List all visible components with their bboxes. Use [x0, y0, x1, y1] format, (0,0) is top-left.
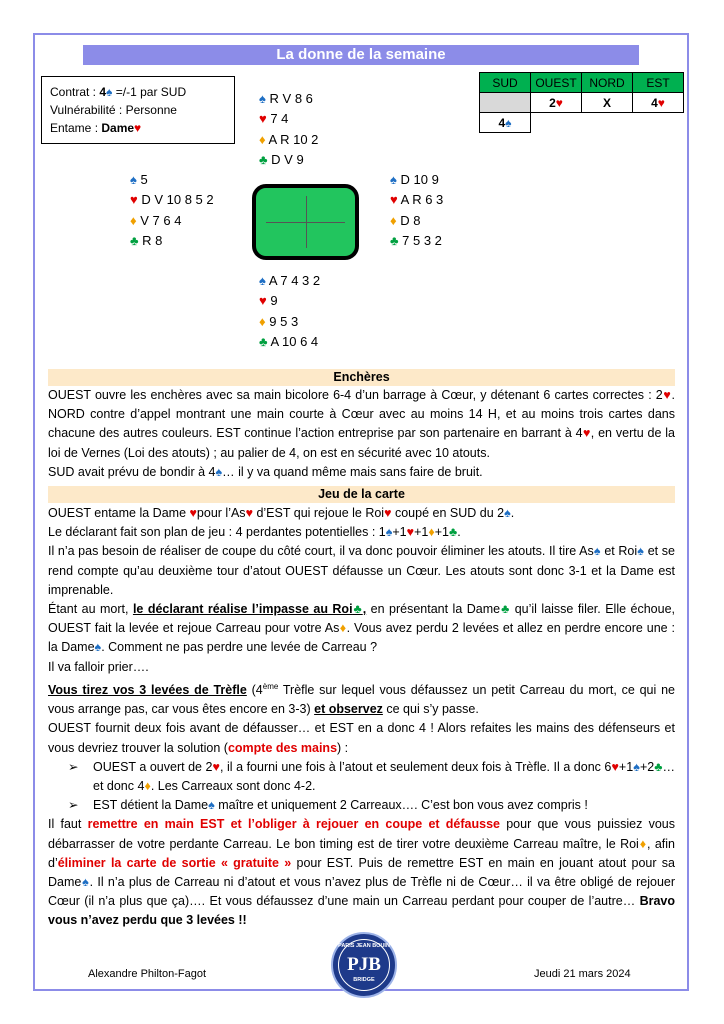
- jeu-text: OUEST entame la Dame ♥pour l’As♥ d’EST qui rejoue le Roi♥ coupé en SUD du 2♠. Le déclarant fait son plan de jeu : 4 perdantes potentielles : 1♠+1♥+1♦+1♣. Il n’a pas besoin de réaliser de coupe du côté court, il va donc pouvoir éliminer les atouts. Il tire As♠ et Roi♠ et se rend compte qu’au deuxième tour d’atout OUEST défausse un Cœur. Les atouts sont donc 3-1 et la Dame est imprenable. Étant au mort, le déclarant réalise l’impasse au Roi♣, en présentant la Dame♣ qu’il laisse filer. Elle échoue, OUEST fait la levée et rejoue Carreau pour votre As♦. Vous avez perdu 2 levées et allez en perdre encore une : la Dame♠. Comment ne pas perdre une levée de Carreau ? Il va falloir prier…. Vous tirez vos 3 levées de Trèfle (4ème Trèfle sur lequel vous défaussez un petit Carreau du mort, ce qui ne vous arrange pas, car vous êtes encore en 3-3) et observez ce qui s’y passe. OUEST fournit deux fois avant de défausser… et EST en a donc 4 ! Alors refaites les mains des défenseurs et vous devriez trouver la solution (compte des mains) : ➢ OUEST a ouvert de 2♥, il a fourni une fois à l’atout et seulement deux fois à Trèfle. Il a donc 6♥+1♠+2♣…et donc 4♦. Les Carreaux sont donc 4-2. ➢ EST détient la Dame♠ maître et uniquement 2 Carreaux…. C’est bon vous avez compris ! Il faut remettre en main EST et l’obliger à rejouer en coupe et défausse pour que vous puissiez vous débarrasser de votre perdante Carreau. Le bon timing est de tirer votre deuxième Carreau maître, le Roi♦, afin d’éliminer la carte de sortie « gratuite » pour EST. Puis de remettre EST en main en jouant atout pour sa Dame♠. Il n’a plus de Carreau ni d’atout et vous n’avez plus de Trèfle ni de Cœur… il va être obligé de rejouer Cœur (il n’a plus que ça)…. Et vous défaussez d’une main un Carreau perdant pour couper de l’autre… Bravo vous n’avez perdu que 3 levées !!: [48, 506, 676, 928]
- bidding-header-row: [480, 73, 684, 93]
- contract-line: Contrat : 4♠ =/-1 par SUD: [50, 85, 187, 99]
- club-logo: PARIS JEAN BOUIN PJB BRIDGE: [331, 932, 397, 998]
- heart-icon: ♥: [130, 192, 138, 208]
- bidding-row: [480, 113, 684, 133]
- bid-cell-est: 4♥: [633, 93, 684, 113]
- west-hand: ♠ 5 ♥ D V 10 8 5 2 ♦ V 7 6 4 ♣ R 8: [130, 172, 214, 248]
- bid-cell-empty: [480, 93, 531, 113]
- spade-icon: ♠: [130, 172, 137, 187]
- heart-icon: ♥: [657, 95, 665, 110]
- bidding-row: [480, 93, 684, 113]
- club-icon: ♣: [259, 333, 268, 349]
- bidding-table: [479, 72, 684, 133]
- heart-icon: ♥: [259, 293, 267, 309]
- bid-cell-nord: X: [582, 93, 633, 113]
- spade-icon: ♠: [505, 115, 512, 130]
- encheres-text: OUEST ouvre les enchères avec sa main bicolore 6-4 d’un barrage à Cœur, y détenant 6 cartes correctes : 2♥. NORD contre d’appel montrant une main courte à Cœur avec au moins 14 H, et au moins trois cartes dans chacune des autres couleurs. EST continue l’action entreprise par son partenaire en barrant à 4♥, en vertu de la loi de Vernes (Loi des atouts) ; au palier de 4, on est en sécurité avec 10 atouts. SUD avait prévu de bondir à 4♠… il y va quand même mais sans faire de bruit.: [48, 388, 675, 479]
- heart-icon: ♥: [555, 95, 563, 110]
- contract-box: [41, 76, 235, 144]
- club-icon: ♣: [130, 232, 139, 248]
- spade-icon: ♠: [106, 85, 113, 99]
- north-hand: ♠ R V 8 6 ♥ 7 4 ♦ A R 10 2 ♣ D V 9: [259, 91, 319, 167]
- lead-line: Entame : Dame♥: [50, 121, 142, 135]
- club-icon: ♣: [259, 151, 268, 167]
- diamond-icon: ♦: [259, 313, 266, 329]
- spade-icon: ♠: [390, 172, 397, 187]
- bid-cell-sud: 4♠: [480, 113, 531, 133]
- spade-icon: ♠: [259, 91, 266, 106]
- bid-cell-ouest: 2♥: [531, 93, 582, 113]
- heart-icon: ♥: [390, 192, 398, 208]
- diamond-icon: ♦: [390, 212, 397, 228]
- bid-header-ouest: OUEST: [531, 73, 582, 93]
- card-table-graphic: [252, 184, 359, 260]
- footer-date: Jeudi 21 mars 2024: [534, 968, 631, 980]
- south-hand: ♠ A 7 4 3 2 ♥ 9 ♦ 9 5 3 ♣ A 10 6 4: [259, 273, 321, 349]
- footer-author: Alexandre Philton-Fagot: [88, 968, 207, 980]
- east-hand: ♠ D 10 9 ♥ A R 6 3 ♦ D 8 ♣ 7 5 3 2: [390, 172, 444, 248]
- spade-icon: ♠: [259, 273, 266, 288]
- bid-header-sud: SUD: [480, 73, 531, 93]
- bid-header-est: EST: [633, 73, 684, 93]
- club-icon: ♣: [390, 232, 399, 248]
- section-heading-encheres: Enchères: [48, 369, 675, 386]
- section-heading-jeu: Jeu de la carte: [48, 486, 675, 503]
- heart-icon: ♥: [134, 121, 142, 135]
- page-title: La donne de la semaine: [83, 45, 639, 65]
- heart-icon: ♥: [259, 111, 267, 127]
- vulnerability-line: Vulnérabilité : Personne: [50, 103, 177, 117]
- bid-header-nord: NORD: [582, 73, 633, 93]
- diamond-icon: ♦: [130, 212, 137, 228]
- diamond-icon: ♦: [259, 131, 266, 147]
